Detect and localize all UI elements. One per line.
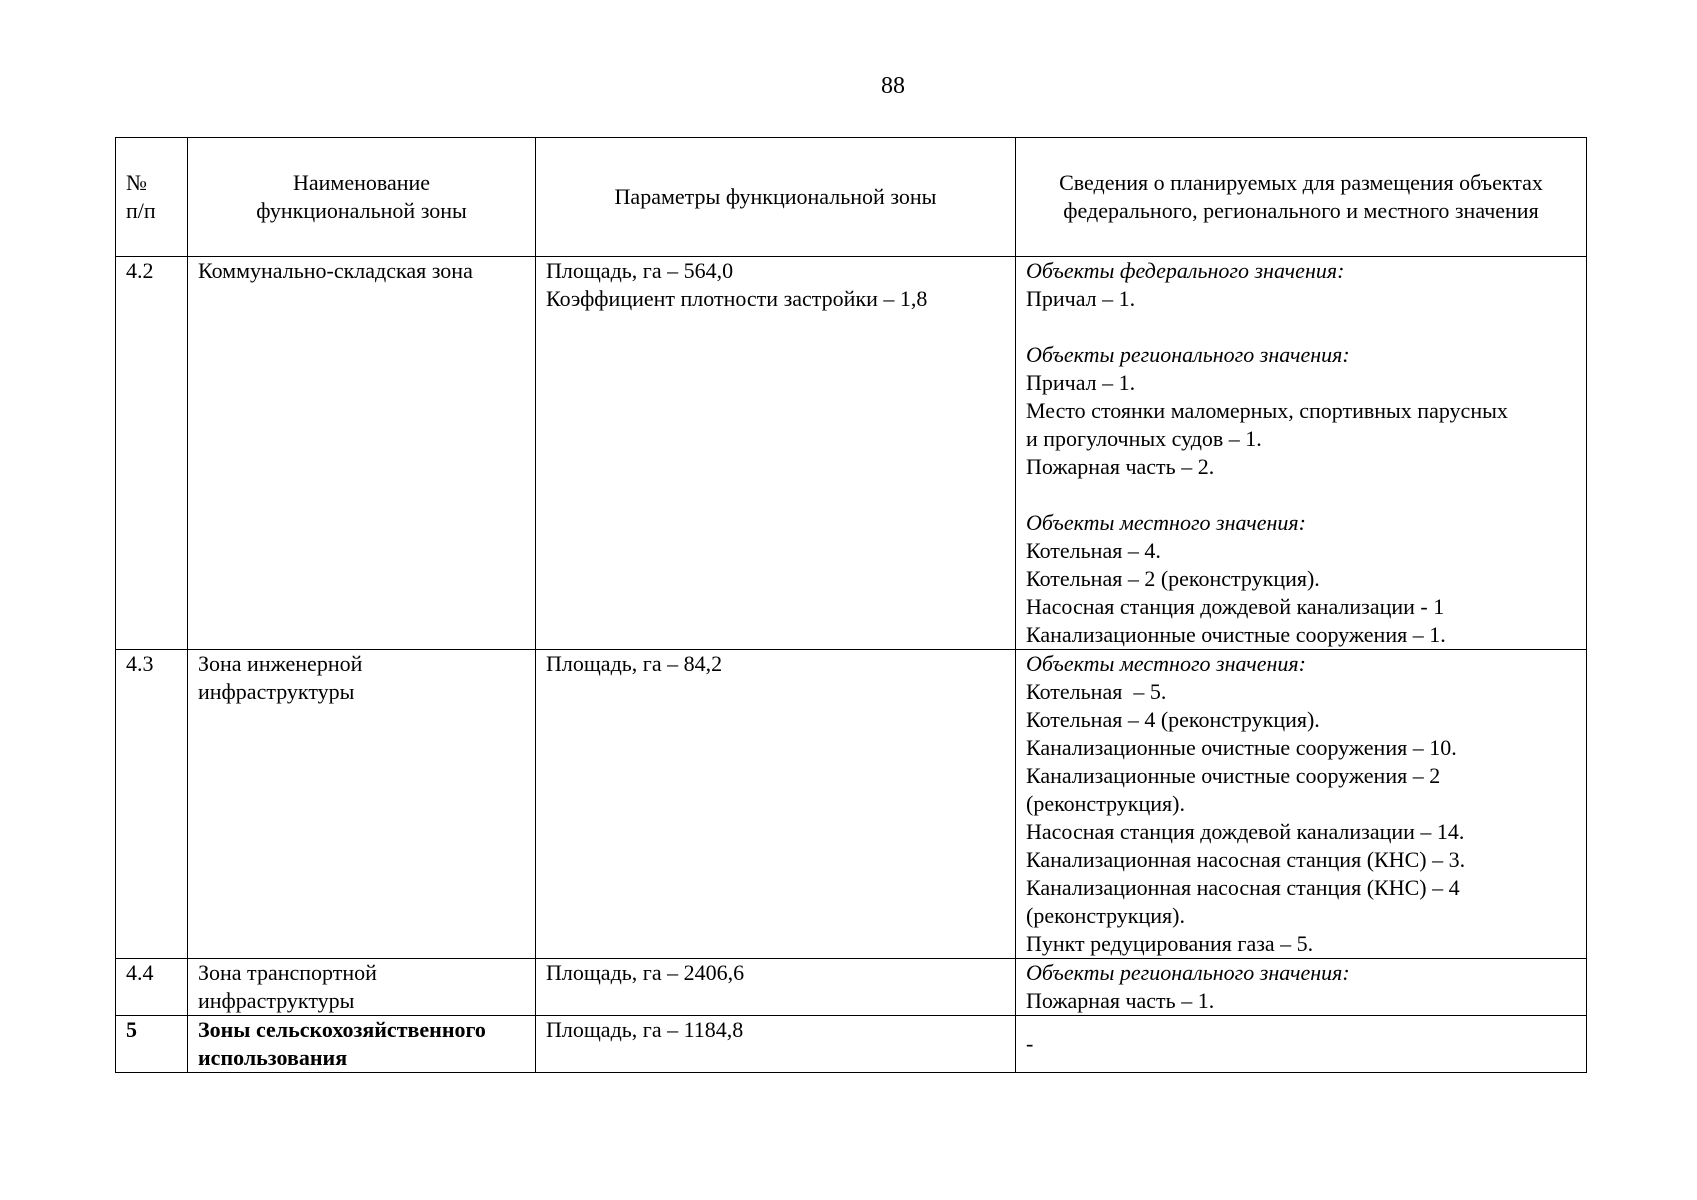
planned-objects	[1016, 650, 1587, 959]
header-planned-objects-line: Сведения о планируемых для размещения объектах	[1059, 170, 1543, 195]
object-line: Насосная станция дождевой канализации – 14.	[1026, 819, 1465, 844]
object-line: Канализационная насосная станция (КНС) – 3.	[1026, 847, 1466, 872]
table-row	[116, 257, 1587, 650]
table-row	[116, 1016, 1587, 1073]
local-objects-title: Объекты местного значения:	[1026, 651, 1306, 676]
param-line: Коэффициент плотности застройки – 1,8	[546, 286, 928, 311]
header-planned-objects-line: федерального, регионального и местного значения	[1063, 198, 1539, 223]
zone-name	[188, 959, 536, 1016]
object-line: Котельная – 2 (реконструкция).	[1026, 566, 1320, 591]
empty-dash: -	[1026, 1031, 1034, 1056]
header-number-line: №	[126, 170, 147, 195]
planned-objects	[1016, 1016, 1587, 1073]
zone-name	[188, 650, 536, 959]
object-line: Место стоянки маломерных, спортивных парусных	[1026, 398, 1508, 423]
zone-name-line: Зона инженерной	[198, 651, 363, 676]
object-line: Котельная – 5.	[1026, 679, 1167, 704]
zone-name-line: использования	[198, 1045, 348, 1070]
local-objects-title: Объекты местного значения:	[1026, 510, 1306, 535]
object-line: Канализационная насосная станция (КНС) – 4	[1026, 875, 1460, 900]
table-header-row	[116, 138, 1587, 257]
header-zone-name-line: Наименование	[292, 170, 431, 195]
row-number-text: 4.3	[126, 651, 154, 676]
object-line: Пожарная часть – 1.	[1026, 988, 1215, 1013]
zone-params	[536, 1016, 1016, 1073]
header-zone-params	[536, 138, 1016, 257]
param-line: Площадь, га – 564,0	[546, 258, 734, 283]
header-planned-objects	[1016, 138, 1587, 257]
regional-objects-title: Объекты регионального значения:	[1026, 960, 1350, 985]
object-line: Пункт редуцирования газа – 5.	[1026, 931, 1314, 956]
page-number: 88	[881, 73, 905, 99]
zone-name-line: Зоны сельскохозяйственного	[198, 1017, 486, 1042]
row-number-text: 4.4	[126, 960, 154, 985]
object-line: Канализационные очистные сооружения – 1.	[1026, 622, 1446, 647]
object-line: Пожарная часть – 2.	[1026, 454, 1215, 479]
object-line: (реконструкция).	[1026, 791, 1185, 816]
param-line: Площадь, га – 84,2	[546, 651, 723, 676]
row-number	[116, 1016, 188, 1073]
object-line: и прогулочных судов – 1.	[1026, 426, 1262, 451]
zone-name-line: инфраструктуры	[198, 679, 355, 704]
object-line: Канализационные очистные сооружения – 2	[1026, 763, 1441, 788]
header-number	[116, 138, 188, 257]
object-line: Канализационные очистные сооружения – 10.	[1026, 735, 1457, 760]
zone-params	[536, 257, 1016, 650]
object-line: Котельная – 4.	[1026, 538, 1161, 563]
planned-objects	[1016, 257, 1587, 650]
table-row	[116, 959, 1587, 1016]
zone-name-line: Коммунально-складская зона	[198, 258, 473, 283]
zone-name-line: инфраструктуры	[198, 988, 355, 1013]
functional-zones-table	[115, 137, 1587, 1073]
row-number	[116, 257, 188, 650]
row-number	[116, 650, 188, 959]
param-line: Площадь, га – 2406,6	[546, 960, 745, 985]
object-line: Котельная – 4 (реконструкция).	[1026, 707, 1320, 732]
zone-name	[188, 1016, 536, 1073]
zone-params	[536, 650, 1016, 959]
table-row	[116, 650, 1587, 959]
header-number-line: п/п	[126, 198, 156, 223]
header-zone-name	[188, 138, 536, 257]
header-zone-params-text: Параметры функциональной зоны	[614, 184, 937, 209]
header-zone-name-line: функциональной зоны	[256, 198, 467, 223]
regional-objects-title: Объекты регионального значения:	[1026, 342, 1350, 367]
planned-objects	[1016, 959, 1587, 1016]
object-line: Причал – 1.	[1026, 370, 1136, 395]
object-line: Причал – 1.	[1026, 286, 1136, 311]
param-line: Площадь, га – 1184,8	[546, 1017, 744, 1042]
object-line: Насосная станция дождевой канализации - 1	[1026, 594, 1445, 619]
federal-objects-title: Объекты федерального значения:	[1026, 258, 1345, 283]
zone-params	[536, 959, 1016, 1016]
row-number-text: 4.2	[126, 258, 154, 283]
object-line: (реконструкция).	[1026, 903, 1185, 928]
zone-name	[188, 257, 536, 650]
zone-name-line: Зона транспортной	[198, 960, 377, 985]
row-number	[116, 959, 188, 1016]
row-number-text: 5	[126, 1017, 137, 1042]
